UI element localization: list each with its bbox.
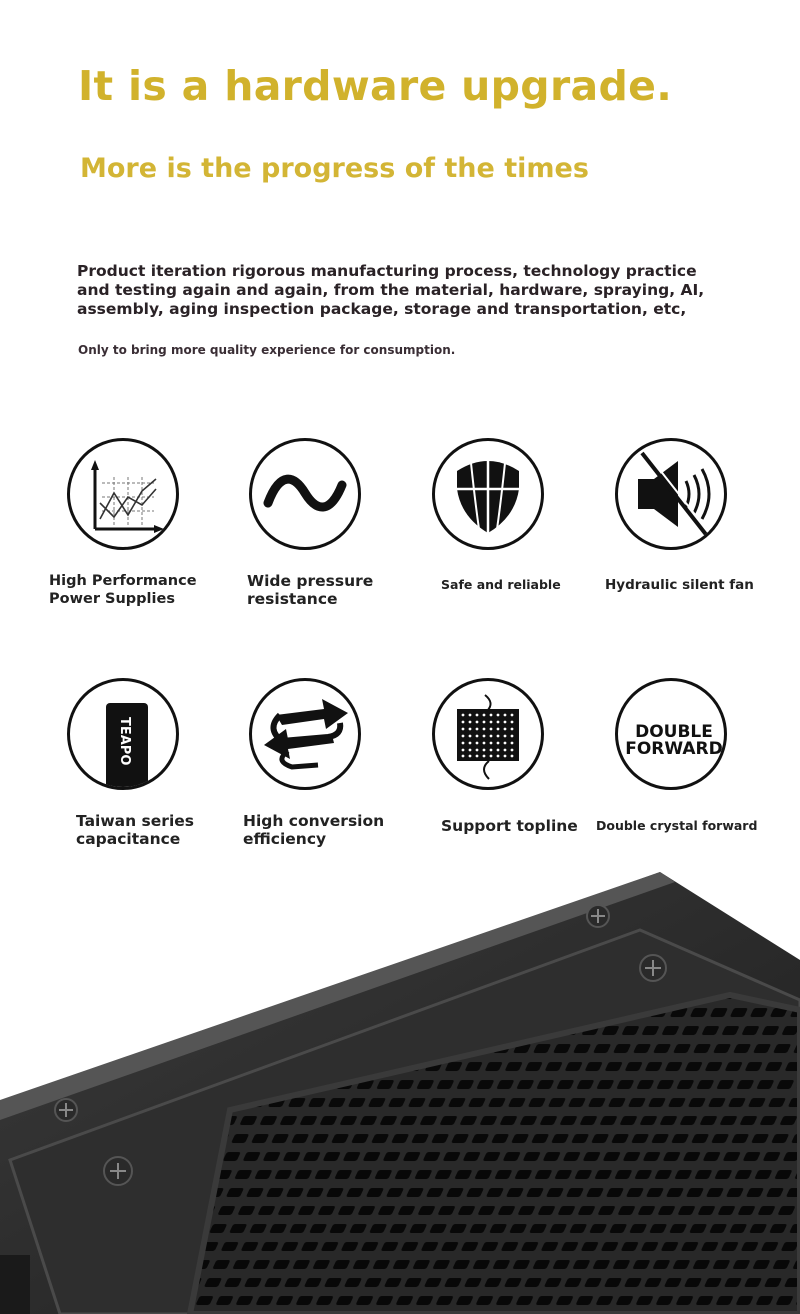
feature-label: Wide pressure [247,572,374,590]
exchange-arrows-icon [249,678,361,790]
sine-wave-icon [249,438,361,550]
double-forward-icon [615,678,727,790]
feature-label: Safe and reliable [441,577,561,592]
capacitor-icon [67,678,179,790]
screw-icon [55,1099,77,1121]
screw-icon [104,1157,132,1185]
intro-tagline: Only to bring more quality experience for consumption. [78,343,456,357]
feature-label: resistance [247,590,338,608]
screw-icon [640,955,666,981]
headline: It is a hardware upgrade. [78,62,673,110]
feature-label: efficiency [243,830,327,848]
intro-paragraph: Product iteration rigorous manufacturing process, technology practice and testing again and again, from the material, hardware, spraying, AI, assembly, aging inspection package, storage and transportation, etc, [77,262,705,318]
power-supply-product-image [0,860,800,1314]
screw-icon [587,905,609,927]
subheadline: More is the progress of the times [80,153,589,184]
feature-label: Support topline [441,817,578,835]
double-forward-badge-text: FORWARD [625,739,723,759]
circuit-board-icon [432,678,544,790]
feature-label: Double crystal forward [596,818,758,833]
feature-label: Hydraulic silent fan [605,577,754,593]
feature-label: capacitance [76,830,181,848]
capacitor-brand-text: TEAPO [117,717,132,766]
speaker-muted-icon [615,438,727,550]
shield-icon [432,438,544,550]
feature-label: Taiwan series [76,812,194,830]
performance-graph-icon [67,438,179,550]
feature-label: Power Supplies [49,591,175,607]
feature-label: High Performance [49,573,197,589]
double-forward-badge-text: DOUBLE [635,722,713,742]
feature-label: High conversion [243,812,385,830]
